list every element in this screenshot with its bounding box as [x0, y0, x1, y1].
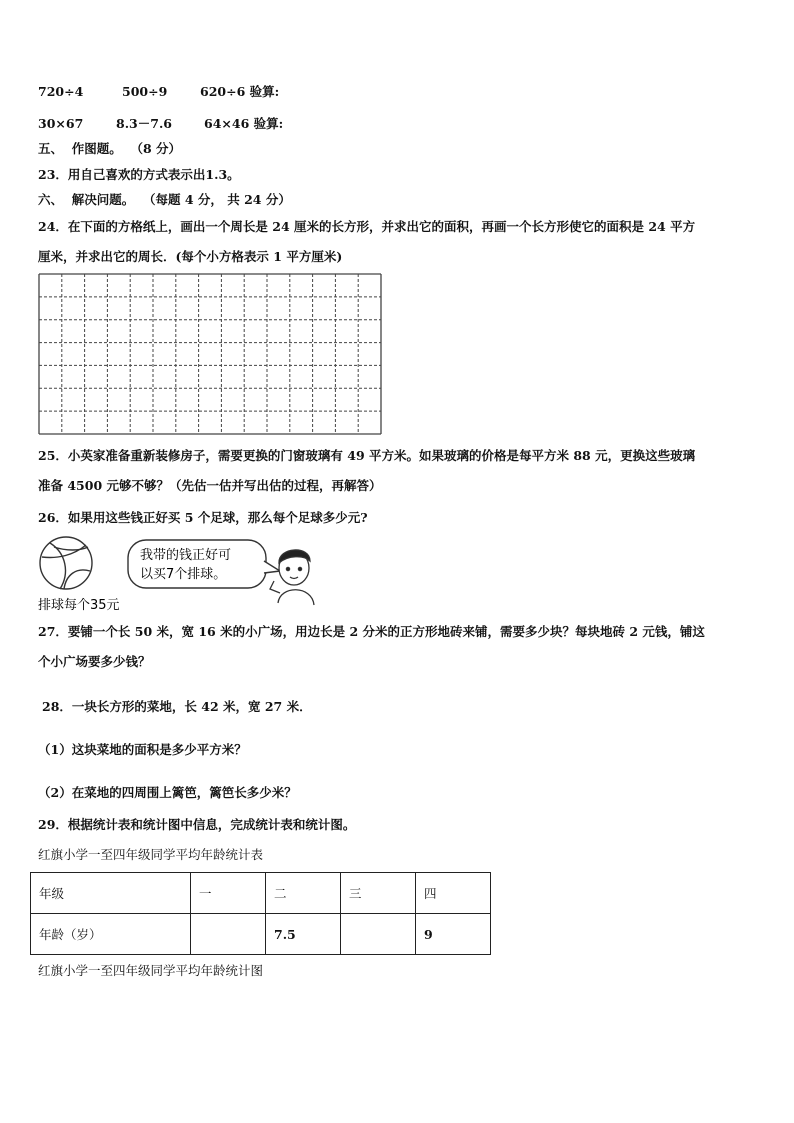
section-title: 作图题。: [71, 141, 122, 156]
table-cell-blank[interactable]: [341, 914, 416, 955]
stats-table-title: 红旗小学一至四年级同学平均年龄统计表: [38, 847, 264, 862]
stats-chart-title: 红旗小学一至四年级同学平均年龄统计图: [38, 963, 264, 978]
table-cell: 三: [341, 873, 416, 914]
question-26: 26．如果用这些钱正好买 5 个足球，那么每个足球多少元?: [38, 510, 368, 525]
calc-item: 64×46 验算:: [204, 116, 284, 131]
section-6-heading: [38, 192, 291, 208]
table-cell: 二: [266, 873, 341, 914]
question-25-line-1: 25．小英家准备重新装修房子，需要更换的门窗玻璃有 49 平方米。如果玻璃的价格是每平方米 88 元，更换这些玻璃: [38, 448, 696, 463]
calc-item: 620÷6 验算:: [200, 84, 280, 99]
calc-row-1: [38, 84, 438, 100]
table-cell: 年级: [31, 873, 191, 914]
calc-row-2: [38, 116, 438, 132]
table-cell: 9: [416, 914, 491, 955]
boy-icon: [270, 550, 314, 605]
bubble-line-2: 以买7个排球。: [140, 567, 227, 582]
calc-item: 30×67: [38, 116, 84, 131]
age-stats-table: [30, 872, 491, 955]
table-header-row: [31, 873, 491, 914]
question-28-part-1: （1）这块菜地的面积是多少平方米？: [38, 742, 247, 757]
question-24-line-2: 厘米，并求出它的周长．(每个小方格表示 1 平方厘米): [38, 249, 343, 264]
section-score: （8 分）: [130, 141, 182, 156]
calc-item: 720÷4: [38, 84, 84, 99]
table-cell-blank[interactable]: [191, 914, 266, 955]
speech-bubble: [128, 540, 280, 588]
calc-item: 8.3－7.6: [116, 116, 172, 131]
section-label: 六、: [38, 192, 64, 207]
volleyball-price-caption: 排球每个35元: [38, 598, 120, 613]
q26-illustration: [36, 533, 326, 613]
question-28-part-2: （2）在菜地的四周围上篱笆，篱笆长多少米？: [38, 785, 297, 800]
section-score: （每题 4 分， 共 24 分）: [142, 192, 291, 207]
question-24-line-1: 24．在下面的方格纸上，画出一个周长是 24 厘米的长方形，并求出它的面积，再画一个长方形使它的面积是 24 平方: [38, 219, 696, 234]
question-28: 28．一块长方形的菜地，长 42 米，宽 27 米．: [42, 699, 312, 714]
table-cell: 四: [416, 873, 491, 914]
question-25-line-2: 准备 4500 元够不够？（先估一估并写出估的过程，再解答）: [38, 478, 382, 493]
question-23: 23．用自己喜欢的方式表示出1.3。: [38, 167, 240, 182]
section-5-heading: [38, 141, 181, 157]
grid-lines: [38, 273, 382, 435]
calc-item: 500÷9: [122, 84, 168, 99]
bubble-line-1: 我带的钱正好可: [140, 548, 232, 563]
section-title: 解决问题。: [71, 192, 135, 207]
table-cell: 年龄（岁）: [31, 914, 191, 955]
table-cell: 7.5: [266, 914, 341, 955]
table-cell: 一: [191, 873, 266, 914]
question-27-line-2: 个小广场要多少钱？: [38, 654, 151, 669]
table-row: [31, 914, 491, 955]
volleyball-icon: [40, 537, 92, 589]
square-grid-paper: [38, 273, 382, 435]
section-label: 五、: [38, 141, 64, 156]
question-27-line-1: 27．要铺一个长 50 米，宽 16 米的小广场，用边长是 2 分米的正方形地砖来铺，需要多少块？每块地砖 2 元钱，铺这: [38, 624, 705, 639]
question-29: 29．根据统计表和统计图中信息，完成统计表和统计图。: [38, 817, 356, 832]
